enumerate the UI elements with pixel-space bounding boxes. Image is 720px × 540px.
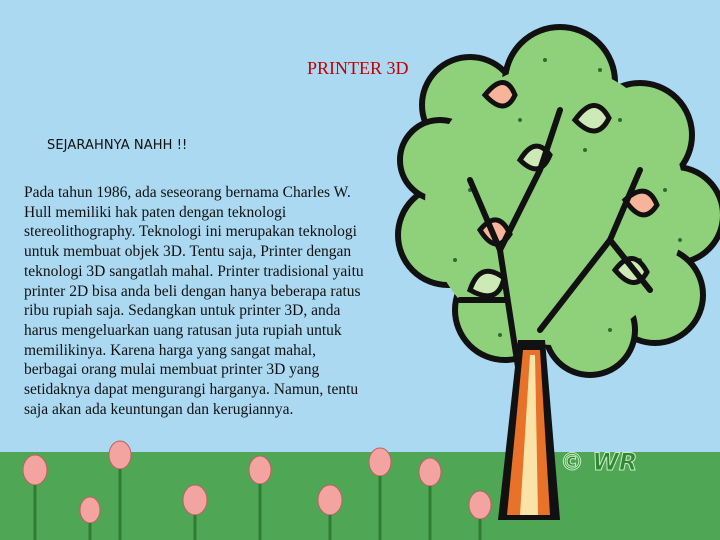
body-line: setidaknya dapat mengurangi harganya. Namun, tentu — [24, 381, 359, 399]
body-paragraph — [24, 183, 442, 419]
body-line: berbagai orang mulai membuat printer 3D yang — [24, 361, 320, 379]
body-line: Hull memiliki hak paten dengan teknologi — [24, 203, 287, 221]
body-line: Pada tahun 1986, ada seseorang bernama Charles W. — [24, 184, 351, 201]
body-line: ribu rupiah saja. Sedangkan untuk printer 3D, anda — [24, 302, 341, 320]
slide-subtitle: SEJARAHNYA NAHH !! — [47, 138, 188, 153]
tree-crown — [398, 27, 720, 375]
slide-title: PRINTER 3D — [307, 58, 409, 78]
tulip-flower-icons — [23, 441, 491, 540]
body-line: untuk membuat objek 3D. Tentu saja, Printer dengan — [24, 243, 352, 261]
body-line: saja akan ada keuntungan dan kerugiannya. — [24, 400, 294, 418]
body-line: harus mengeluarkan uang ratusan juta rupiah untuk — [24, 321, 342, 339]
body-line: printer 2D bisa anda beli dengan hanya beberapa ratus — [24, 282, 361, 300]
copyright-watermark: © WR — [560, 448, 638, 476]
body-line: memilikinya. Karena harga yang sangat mahal, — [24, 341, 316, 359]
tree-trunk — [498, 340, 560, 520]
body-line: stereolithography. Teknologi ini merupakan teknologi — [24, 223, 357, 241]
body-line: teknologi 3D sangatlah mahal. Printer tradisional yaitu — [24, 262, 364, 280]
